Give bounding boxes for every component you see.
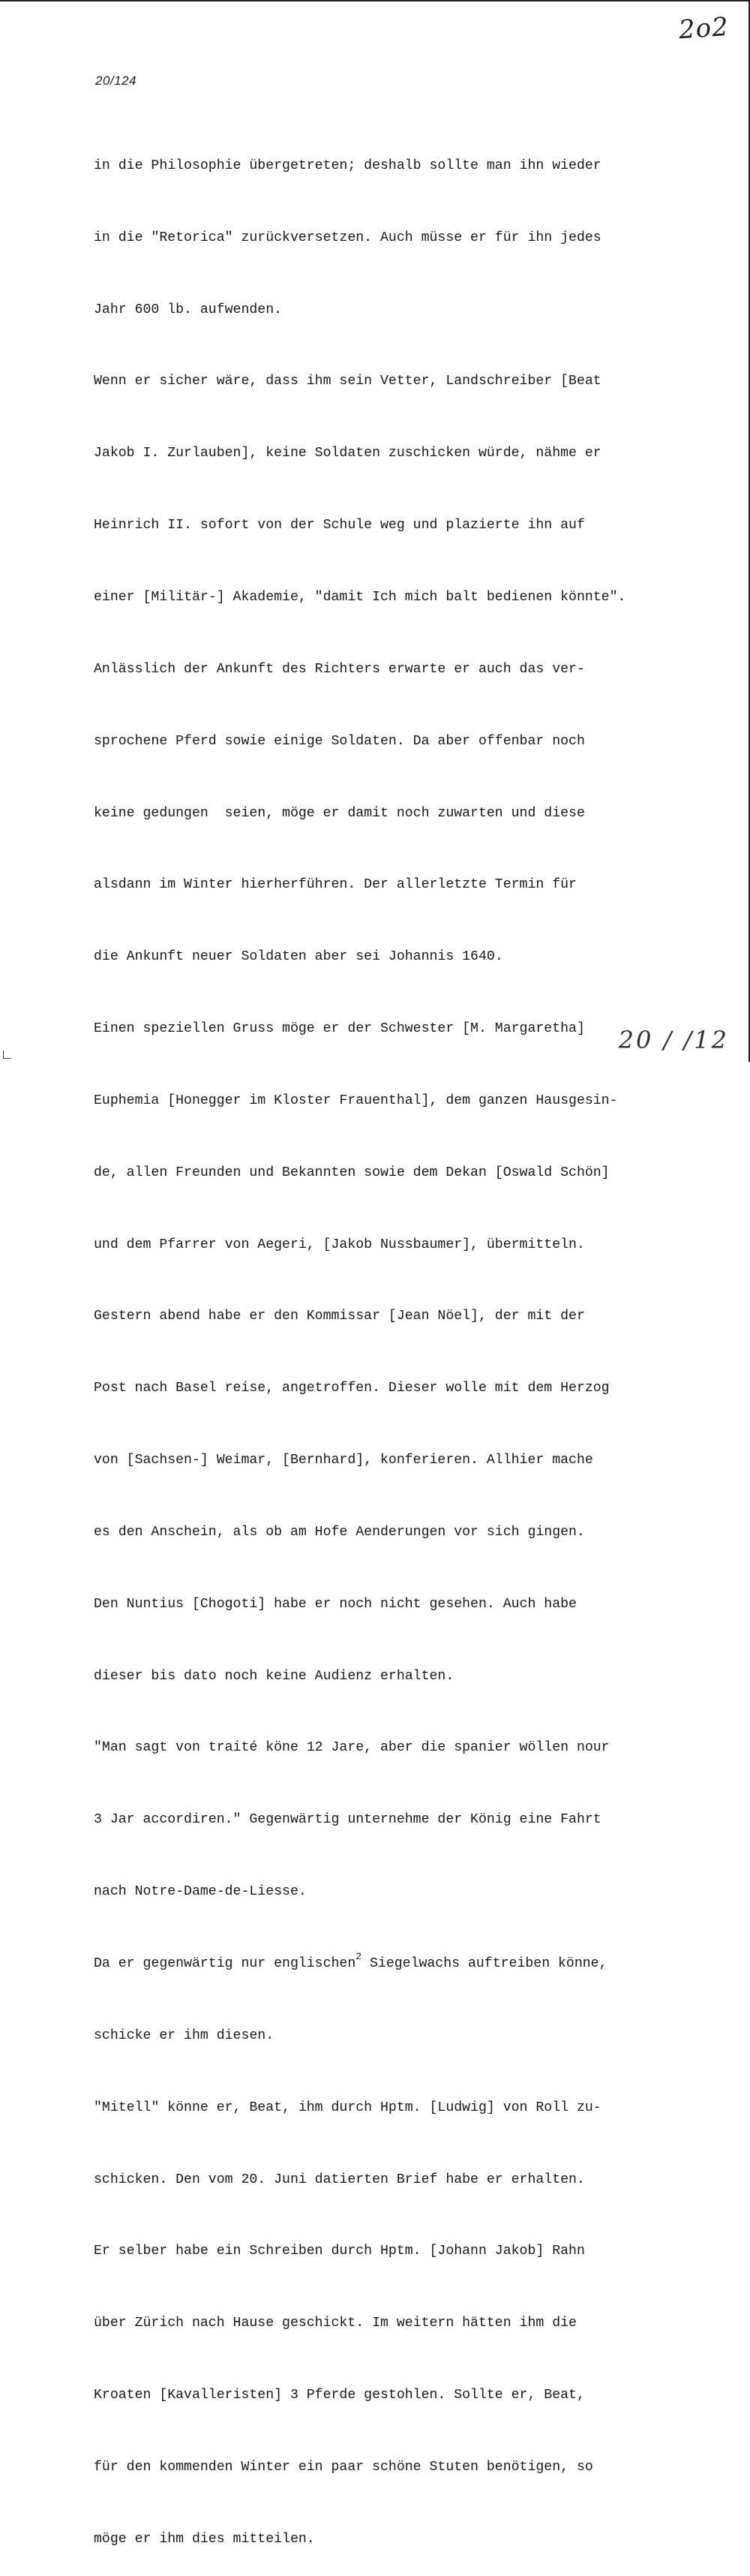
footnote-marker: 2 xyxy=(356,1951,362,1962)
text-line: Heinrich II. sofort von der Schule weg und plazierte ihn auf xyxy=(94,518,585,534)
text-line-segment: Siegelwachs auftreiben könne, xyxy=(362,1956,608,1971)
text-line: in die "Retorica" zurückversetzen. Auch müsse er für ihn jedes xyxy=(94,230,602,245)
text-line: Kroaten [Kavalleristen] 3 Pferde gestohlen. Sollte er, Beat, xyxy=(94,2388,585,2403)
text-line: Anlässlich der Ankunft des Richters erwarte er auch das ver- xyxy=(94,661,585,677)
text-line: möge er ihm dies mitteilen. xyxy=(94,2531,315,2547)
text-line: über Zürich nach Hause geschickt. Im weitern hätten ihm die xyxy=(94,2316,577,2331)
text-line: von [Sachsen-] Weimar, [Bernhard], konferieren. Allhier mache xyxy=(94,1453,593,1468)
folio-number-handwritten: 2o2 xyxy=(677,11,730,46)
text-line: Jahr 600 lb. aufwenden. xyxy=(94,302,283,317)
text-line: für den kommenden Winter ein paar schöne Stuten benötigen, so xyxy=(94,2459,593,2475)
text-line: sprochene Pferd sowie einige Soldaten. Da aber offenbar noch xyxy=(94,733,585,749)
text-line: Er selber habe ein Schreiben durch Hptm. [Johann Jakob] Rahn xyxy=(94,2244,585,2259)
text-line: Gestern abend habe er den Kommissar [Jean Nöel], der mit der xyxy=(94,1309,585,1324)
document-reference: 20/124 xyxy=(95,74,136,88)
text-line: in die Philosophie übergetreten; deshalb sollte man ihn wieder xyxy=(94,158,602,173)
scan-corner-mark xyxy=(3,1051,11,1059)
text-line: und dem Pfarrer von Aegeri, [Jakob Nussbaumer], übermitteln. xyxy=(94,1237,585,1252)
text-line: "Mitell" könne er, Beat, ihm durch Hptm. [Ludwig] von Roll zu- xyxy=(94,2100,602,2115)
letter-summary-text xyxy=(94,107,694,2576)
text-line: de, allen Freunden und Bekannten sowie dem Dekan [Oswald Schön] xyxy=(94,1165,610,1180)
text-line: alsdann im Winter hierherführen. Der allerletzte Termin für xyxy=(94,877,577,893)
text-line: einer [Militär-] Akademie, "damit Ich mich balt bedienen könnte". xyxy=(94,589,626,605)
text-line: Einen speziellen Gruss möge er der Schwester [M. Margaretha] xyxy=(94,1021,585,1037)
text-line: keine gedungen seien, möge er damit noch zuwarten und diese xyxy=(94,805,585,821)
text-line-segment: Da er gegenwärtig nur englischen xyxy=(94,1956,356,1971)
text-line: dieser bis dato noch keine Audienz erhalten. xyxy=(94,1668,454,1684)
text-line: "Man sagt von traité köne 12 Jare, aber die spanier wöllen nour xyxy=(94,1740,610,1756)
text-line-with-footnote xyxy=(94,1952,694,1976)
text-line: die Ankunft neuer Soldaten aber sei Johannis 1640. xyxy=(94,949,503,965)
text-line: 3 Jar accordiren." Gegenwärtig unternehme der König eine Fahrt xyxy=(94,1812,602,1828)
text-line: es den Anschein, als ob am Hofe Aenderungen vor sich gingen. xyxy=(94,1524,585,1540)
text-line: schicke er ihm diesen. xyxy=(94,2027,274,2043)
text-line: Post nach Basel reise, angetroffen. Dieser wolle mit dem Herzog xyxy=(94,1381,610,1396)
text-line: Euphemia [Honegger im Kloster Frauenthal], dem ganzen Hausgesin- xyxy=(94,1093,618,1108)
archive-mark-handwritten: 20 / /12 xyxy=(618,1026,729,1054)
text-line: schicken. Den vom 20. Juni datierten Brief habe er erhalten. xyxy=(94,2172,585,2187)
text-line: Jakob I. Zurlauben], keine Soldaten zuschicken würde, nähme er xyxy=(94,446,602,461)
text-line: Den Nuntius [Chogoti] habe er noch nicht gesehen. Auch habe xyxy=(94,1596,577,1612)
text-line: Wenn er sicher wäre, dass ihm sein Vetter, Landschreiber [Beat xyxy=(94,374,602,389)
text-line: nach Notre-Dame-de-Liesse. xyxy=(94,1884,307,1900)
